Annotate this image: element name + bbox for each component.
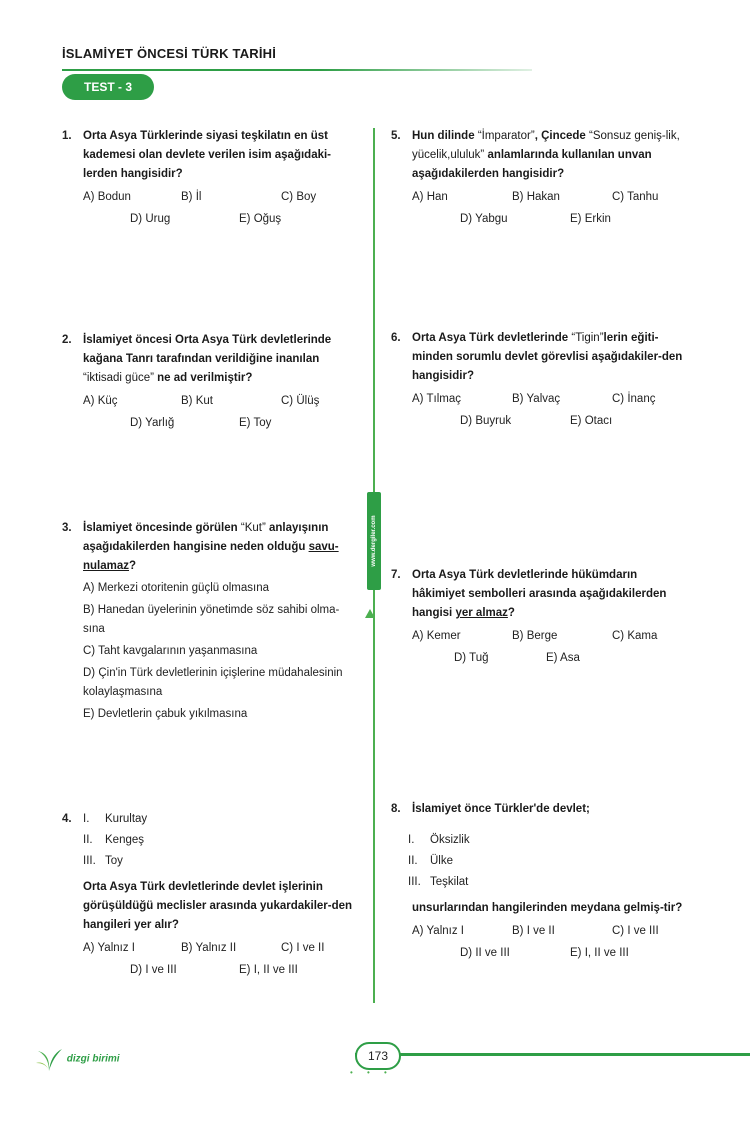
question-intro: İslamiyet önce Türkler'de devlet;: [412, 803, 590, 815]
question-stem: Orta Asya Türk devletlerinde devlet işlerinin görüşüldüğü meclisler arasında yukardakiler-den hangileri yer alır?: [83, 881, 353, 931]
option-c[interactable]: C) I ve III: [612, 925, 659, 937]
option-a[interactable]: A) Yalnız I: [83, 942, 135, 954]
options: [83, 392, 355, 436]
question-3: [62, 519, 361, 727]
question-stem: Orta Asya Türk devletlerinde “Tigin”lerin eğiti-minden sorumlu devlet görevlisi aşağıdakiler-den hangisidir?: [412, 332, 683, 382]
page-number: 173: [355, 1042, 401, 1070]
option-d[interactable]: D) II ve III: [460, 947, 510, 959]
question-5: [391, 127, 690, 232]
options: [412, 188, 690, 232]
title-underline: [62, 69, 532, 71]
question-number: 5.: [391, 130, 401, 142]
question-stem: Hun dilinde “İmparator”, Çincede “Sonsuz geniş-lik, yücelik,ululuk” anlamlarında kullanılan unvan aşağıdakilerden hangisidir?: [412, 130, 680, 180]
options: [412, 390, 690, 434]
decorative-dots-icon: • • •: [350, 1068, 393, 1077]
option-e[interactable]: E) Asa: [546, 652, 580, 664]
question-stem: Orta Asya Türklerinde siyasi teşkilatın en üst kademesi olan devlete verilen isim aşağıdaki-lerden hangisidir?: [83, 130, 332, 180]
option-d[interactable]: D) Yabgu: [460, 213, 508, 225]
question-6: [391, 329, 690, 434]
side-tab-text: www.dergiler.com: [371, 515, 377, 567]
option-c[interactable]: C) Tanhu: [612, 191, 659, 203]
options: [83, 939, 355, 983]
option-d[interactable]: D) I ve III: [130, 964, 177, 976]
list-item: I. Kurultay: [83, 813, 148, 825]
page-title: İSLAMİYET ÖNCESİ TÜRK TARİHİ: [62, 46, 277, 61]
question-number: 6.: [391, 332, 401, 344]
option-c[interactable]: C) Boy: [281, 191, 317, 203]
option-e[interactable]: E) I, II ve III: [570, 947, 629, 959]
question-number: 2.: [62, 334, 72, 346]
option-a[interactable]: A) Han: [412, 191, 448, 203]
option-e[interactable]: E) Otacı: [570, 415, 613, 427]
option-a[interactable]: A) Küç: [83, 395, 118, 407]
list-item: III. Teşkilat: [408, 876, 469, 888]
option-c[interactable]: C) Ülüş: [281, 395, 320, 407]
option-a[interactable]: A) Yalnız I: [412, 925, 464, 937]
question-1: [62, 127, 355, 232]
options: [83, 188, 355, 232]
roman-list: [408, 831, 690, 894]
option-d[interactable]: D) Yarlığ: [130, 417, 175, 429]
option-b[interactable]: B) Yalnız II: [181, 942, 237, 954]
question-7: [391, 566, 692, 671]
publisher-logo: [34, 1045, 120, 1073]
option-b[interactable]: B) İl: [181, 191, 202, 203]
options: [412, 922, 690, 966]
option-a[interactable]: A) Tılmaç: [412, 393, 461, 405]
option-b[interactable]: B) Berge: [512, 630, 558, 642]
footer-line: [355, 1053, 750, 1056]
list-item: III. Toy: [83, 855, 123, 867]
list-item: I. Öksizlik: [408, 834, 470, 846]
option-a[interactable]: A) Kemer: [412, 630, 461, 642]
option-d[interactable]: D) Çin'in Türk devletlerinin içişlerine müdahalesinin kolaylaşmasına: [83, 667, 343, 698]
option-e[interactable]: E) I, II ve III: [239, 964, 298, 976]
triangle-marker-icon: [365, 609, 375, 618]
leaf-icon: [34, 1045, 64, 1073]
question-number: 3.: [62, 522, 72, 534]
question-stem: İslamiyet öncesinde görülen “Kut” anlayışının aşağıdakilerden hangisine neden olduğu savu-nulamaz?: [83, 522, 339, 572]
question-number: 1.: [62, 130, 72, 142]
option-c[interactable]: C) İnanç: [612, 393, 656, 405]
question-4: [62, 810, 355, 983]
question-stem: unsurlarından hangilerinden meydana gelmiş-tir?: [412, 902, 683, 914]
option-a[interactable]: A) Bodun: [83, 191, 131, 203]
question-stem: İslamiyet öncesi Orta Asya Türk devletlerinde kağana Tanrı tarafından verildiğine inanılan “iktisadi güce” ne ad verilmiştir?: [83, 334, 332, 384]
option-b[interactable]: B) I ve II: [512, 925, 555, 937]
question-8: [391, 800, 690, 966]
option-c[interactable]: C) Kama: [612, 630, 658, 642]
question-number: 7.: [391, 569, 401, 581]
question-number: 8.: [391, 803, 401, 815]
option-e[interactable]: E) Oğuş: [239, 213, 282, 225]
option-d[interactable]: D) Buyruk: [460, 415, 512, 427]
question-stem: Orta Asya Türk devletlerinde hükümdarın hâkimiyet sembolleri arasında aşağıdakilerden hangisi yer almaz?: [412, 569, 667, 619]
options: [412, 627, 692, 671]
option-e[interactable]: E) Devletlerin çabuk yıkılmasına: [83, 708, 248, 720]
option-e[interactable]: E) Erkin: [570, 213, 611, 225]
option-b[interactable]: B) Hanedan üyelerinin yönetimde söz sahibi olma-sına: [83, 604, 340, 635]
question-2: [62, 331, 355, 436]
options: [83, 579, 361, 724]
logo-text: dizgi birimi: [66, 1053, 120, 1065]
option-e[interactable]: E) Toy: [239, 417, 272, 429]
option-b[interactable]: B) Hakan: [512, 191, 560, 203]
option-d[interactable]: D) Urug: [130, 213, 171, 225]
option-c[interactable]: C) Taht kavgalarının yaşanmasına: [83, 645, 258, 657]
option-d[interactable]: D) Tuğ: [454, 652, 489, 664]
list-item: II. Ülke: [408, 855, 454, 867]
side-tab: [367, 492, 381, 590]
option-b[interactable]: B) Kut: [181, 395, 213, 407]
list-item: II. Kengeş: [83, 834, 145, 846]
option-b[interactable]: B) Yalvaç: [512, 393, 561, 405]
question-number: 4.: [62, 813, 72, 825]
test-badge: TEST - 3: [62, 74, 154, 100]
option-a[interactable]: A) Merkezi otoritenin güçlü olmasına: [83, 582, 269, 594]
option-c[interactable]: C) I ve II: [281, 942, 325, 954]
roman-list: [83, 810, 355, 873]
